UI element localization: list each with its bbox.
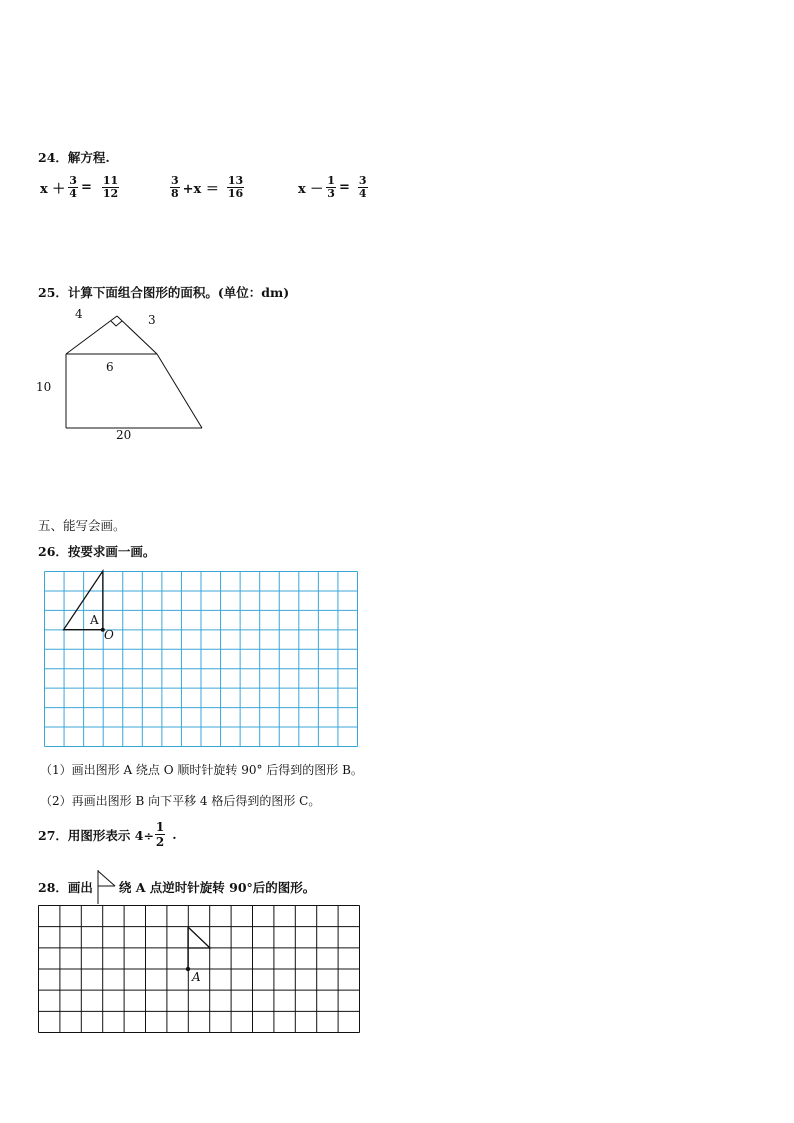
point-a [186,967,190,971]
eq1-left: x ＋ [40,182,66,197]
eq1-fa-num: 3 [69,174,77,187]
eq1-fb-den: 12 [102,187,119,200]
q28 [38,870,315,904]
eq1-fa-den: 4 [69,187,77,200]
eq2-fb-num: 13 [227,174,244,187]
label-bottom: 20 [116,428,132,442]
q26-grid-lines [45,572,358,747]
q27 [38,820,177,849]
label-leg-left: 4 [75,307,83,321]
q28-suffix: 绕 A 点逆时针旋转 90°后的图形。 [118,880,316,895]
q27-suffix: . [172,827,177,842]
eq1-fraction-a [68,175,78,200]
label-a-28: A [192,970,201,984]
eq2-fraction-b [227,175,244,200]
q27-fraction-num: 1 [155,820,165,834]
eq2-fraction-a [170,175,180,200]
section5-title: 五、能写会画。 [38,518,126,533]
right-angle-mark [111,321,122,326]
slanted-edge [157,354,202,428]
eq3-equals: = [338,180,350,195]
eq3-fb-den: 4 [358,187,367,200]
eq3-left: x － [298,182,324,197]
eq3-fb-num: 3 [358,174,367,187]
q28-prefix: 28．画出 [38,880,93,895]
flag-shape-icon [95,870,117,904]
eq3-fa-num: 1 [327,174,335,187]
q24-title: 24．解方程. [38,150,110,165]
label-o-26: O [104,628,114,642]
label-height: 10 [36,380,52,394]
eq1-fraction-b [102,175,119,200]
q25-title: 25．计算下面组合图形的面积。(单位：dm) [38,285,290,300]
eq2-mid: +x ＝ [182,182,219,197]
q27-fraction [155,820,165,849]
label-leg-right: 3 [148,313,156,327]
q27-prefix: 27．用图形表示 4÷ [38,827,154,843]
eq3-fraction-b [358,175,368,200]
q26-task1: （1）画出图形 A 绕点 O 顺时针旋转 90° 后得到的图形 B。 [40,763,363,777]
q28-grid [38,905,360,1033]
eq1-equals: = [80,180,92,195]
equation-2 [169,175,245,200]
eq3-fa-den: 3 [327,187,335,200]
q27-fraction-den: 2 [155,835,165,849]
q26-title: 26．按要求画一画。 [38,544,156,559]
equation-1 [38,175,120,200]
triangle-left-leg [66,316,117,354]
eq3-fraction-a [326,175,336,200]
equation-3 [296,175,369,200]
flag-triangle [188,927,210,948]
label-top-base: 6 [106,360,114,374]
eq2-fa-num: 3 [171,174,179,187]
q26-grid [44,571,358,747]
eq2-fa-den: 8 [171,187,179,200]
eq2-fb-den: 16 [227,187,244,200]
q26-task2: （2）再画出图形 B 向下平移 4 格后得到的图形 C。 [40,794,321,808]
eq1-fb-num: 11 [102,174,119,187]
q28-grid-lines [39,906,360,1033]
label-a-26: A [90,613,99,627]
